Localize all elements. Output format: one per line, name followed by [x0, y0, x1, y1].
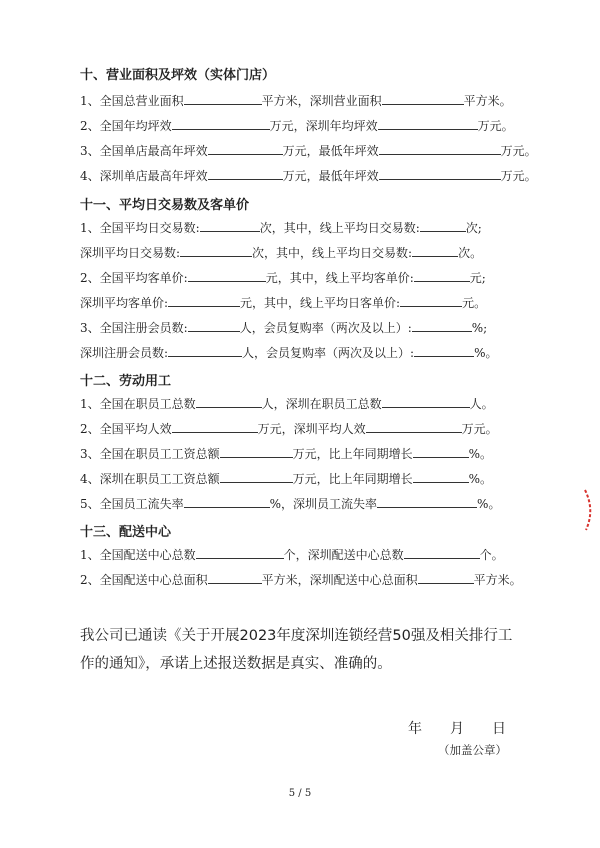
field-label: 万元，深圳年均坪效 [269, 119, 378, 133]
field-unit: 元。 [462, 296, 487, 310]
fill-blank[interactable] [379, 142, 501, 155]
stamp-arc [585, 490, 590, 530]
field-line [80, 294, 486, 311]
fill-blank[interactable] [414, 344, 474, 357]
field-label: 2、全国年均坪效 [80, 119, 172, 133]
date-year-label: 年 [408, 721, 422, 737]
fill-blank[interactable] [382, 92, 464, 105]
field-label: 平方米，深圳营业面积 [261, 94, 382, 108]
field-line [80, 117, 514, 134]
field-line [80, 92, 512, 109]
field-label: 4、深圳在职员工工资总额 [80, 472, 220, 486]
field-line [80, 319, 487, 336]
field-unit: %。 [477, 497, 501, 511]
date-month-label: 月 [450, 721, 464, 737]
fill-blank[interactable] [208, 142, 283, 155]
field-label: 1、全国配送中心总数 [80, 548, 196, 562]
field-unit: 万元。 [461, 422, 498, 436]
fill-blank[interactable] [184, 92, 262, 105]
fill-blank[interactable] [379, 167, 501, 180]
section-title-floor-area: 十、营业面积及坪效（实体门店） [80, 68, 276, 83]
seal-note: （加盖公章） [438, 743, 507, 757]
field-label: 2、全国配送中心总面积 [80, 573, 208, 587]
field-unit: %。 [474, 346, 498, 360]
fill-blank[interactable] [382, 395, 470, 408]
field-label: %，深圳员工流失率 [269, 497, 378, 511]
field-label: 3、全国单店最高年坪效 [80, 144, 208, 158]
fill-blank[interactable] [413, 470, 469, 483]
field-line [80, 142, 537, 159]
fill-blank[interactable] [414, 269, 470, 282]
field-line [80, 269, 486, 286]
fill-blank[interactable] [196, 546, 284, 559]
field-line [80, 395, 494, 412]
fill-blank[interactable] [404, 546, 480, 559]
field-unit: 次; [465, 221, 482, 235]
field-label: 1、全国总营业面积 [80, 94, 184, 108]
fill-blank[interactable] [196, 395, 262, 408]
fill-blank[interactable] [378, 117, 478, 130]
field-line [80, 219, 482, 236]
field-unit: %; [471, 321, 488, 335]
field-label: 3、全国注册会员数: [80, 321, 188, 335]
field-label: 人，会员复购率（两次及以上）: [239, 321, 412, 335]
field-label: 万元，深圳平均人效 [257, 422, 366, 436]
field-unit: %。 [468, 447, 493, 461]
field-line [80, 470, 492, 487]
fill-blank[interactable] [200, 219, 260, 232]
section-title-labor: 十二、劳动用工 [80, 374, 172, 389]
fill-blank[interactable] [420, 219, 466, 232]
fill-blank[interactable] [188, 269, 266, 282]
field-unit: 万元。 [500, 169, 537, 183]
field-unit: 万元。 [500, 144, 537, 158]
field-line [80, 420, 498, 437]
fill-blank[interactable] [168, 294, 240, 307]
field-label: 万元，比上年同期增长 [292, 447, 413, 461]
field-line [80, 495, 500, 512]
field-unit: 平方米。 [473, 573, 522, 587]
fill-blank[interactable] [377, 495, 477, 508]
field-label: 个，深圳配送中心总数 [283, 548, 404, 562]
date-line [408, 718, 506, 738]
field-unit: 次。 [458, 246, 483, 260]
field-label: 4、深圳单店最高年坪效 [80, 169, 208, 183]
field-label: 次，其中，线上平均日交易数: [252, 246, 413, 260]
field-label: 平方米，深圳配送中心总面积 [261, 573, 418, 587]
field-label: 深圳平均客单价: [80, 296, 169, 310]
field-line [80, 546, 504, 563]
stamp-edge-mark [583, 488, 597, 532]
field-label: 深圳注册会员数: [80, 346, 169, 360]
fill-blank[interactable] [412, 319, 472, 332]
section-title-distribution-center: 十三、配送中心 [80, 525, 172, 540]
field-label: 万元，最低年坪效 [282, 169, 379, 183]
field-label: 人，会员复购率（两次及以上）: [242, 346, 415, 360]
fill-blank[interactable] [418, 571, 474, 584]
fill-blank[interactable] [366, 420, 462, 433]
field-unit: 人。 [469, 397, 494, 411]
commitment-statement: 我公司已通读《关于开展2023年度深圳连锁经营50强及相关排行工作的通知》，承诺上述报送数据是真实、准确的。 [80, 628, 513, 672]
field-line [80, 344, 498, 361]
fill-blank[interactable] [412, 244, 458, 257]
fill-blank[interactable] [172, 420, 258, 433]
field-line [80, 167, 537, 184]
field-label: 万元，比上年同期增长 [292, 472, 413, 486]
field-label: 人，深圳在职员工总数 [261, 397, 382, 411]
field-unit: %。 [468, 472, 493, 486]
field-unit: 平方米。 [463, 94, 512, 108]
field-line [80, 244, 482, 261]
field-label: 深圳平均日交易数: [80, 246, 181, 260]
fill-blank[interactable] [220, 445, 293, 458]
field-label: 3、全国在职员工工资总额 [80, 447, 220, 461]
field-label: 1、全国平均日交易数: [80, 221, 200, 235]
field-line [80, 571, 522, 588]
field-label: 次，其中，线上平均日交易数: [259, 221, 420, 235]
field-label: 元，其中，线上平均日客单价: [240, 296, 401, 310]
field-line [80, 445, 492, 462]
fill-blank[interactable] [413, 445, 469, 458]
field-unit: 万元。 [477, 119, 514, 133]
field-label: 1、全国在职员工总数 [80, 397, 196, 411]
fill-blank[interactable] [208, 571, 262, 584]
field-label: 5、全国员工流失率 [80, 497, 184, 511]
date-day-label: 日 [492, 721, 506, 737]
field-unit: 个。 [479, 548, 504, 562]
fill-blank[interactable] [168, 344, 242, 357]
fill-blank[interactable] [172, 117, 270, 130]
fill-blank[interactable] [220, 470, 293, 483]
fill-blank[interactable] [180, 244, 252, 257]
field-label: 元，其中，线上平均客单价: [265, 271, 414, 285]
section-title-daily-transactions: 十一、平均日交易数及客单价 [80, 198, 250, 213]
field-label: 万元，最低年坪效 [282, 144, 379, 158]
field-label: 2、全国平均客单价: [80, 271, 188, 285]
page-number: 5 / 5 [288, 788, 312, 799]
fill-blank[interactable] [208, 167, 283, 180]
fill-blank[interactable] [188, 319, 240, 332]
field-label: 2、全国平均人效 [80, 422, 172, 436]
fill-blank[interactable] [184, 495, 270, 508]
fill-blank[interactable] [400, 294, 462, 307]
field-unit: 元; [469, 271, 486, 285]
